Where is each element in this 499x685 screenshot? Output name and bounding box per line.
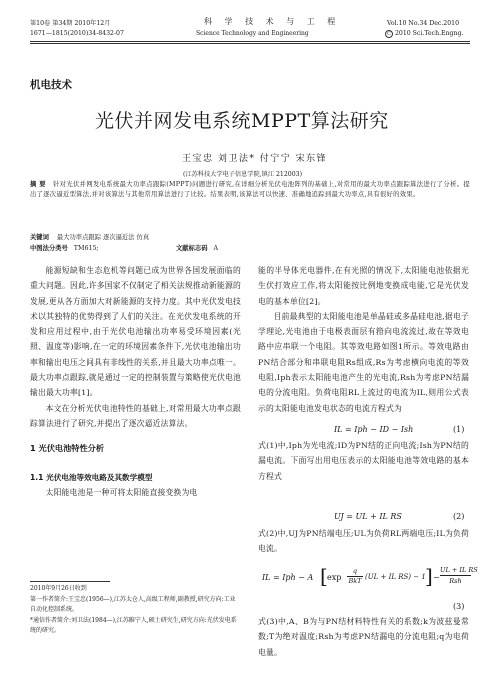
- footnote-received: 2010年9月26日收到: [30, 585, 87, 592]
- doc-code-label: 文献标志码: [176, 245, 208, 252]
- right-paragraph-2: 目前最典型的太阳能电池是单晶硅或多晶硅电池,据电子学理论,光电池由于电极表面层有箝向电流流过,故在等效电路中应串联一个电阻。其等效电路如图1所示。等效电路由PN结合部分和串联电阻Rs组成,Rs为考虑横向电流的等效电阻,Iph表示太阳能电池产生的光电流,Rsh为考虑PN结漏电的分流电阻。负荷电阻RL上流过的电流为IL,则用公式表示的太阳能电池发电状态的电流方程式为: [258, 311, 469, 413]
- equation-3-number: (3): [453, 602, 465, 611]
- equation-2: UJ = UL + IL RS: [334, 512, 402, 521]
- header-article-code: 1671—1815(2010)34-8432-07: [30, 30, 124, 37]
- abstract-block: [30, 180, 470, 200]
- eq3-exp: exp: [327, 573, 342, 582]
- footnote-corresponding-author: *通信作者简介:刘卫法(1984—),江苏睢宁人,硕士研究生,研究方向:光伏发电系统的研究。: [30, 616, 237, 634]
- header-rule-top: [30, 41, 470, 42]
- intro-paragraph-1: 能源短缺和生态危机等问题已成为世界各国发展面临的重大问题。因此,许多国家不仅制定了相关法规推动新能源的发展,更从各方面加大对新能源的支持力度。其中光伏发电技术以其独特的优势得到了人们的关注。在光伏发电系统的开发和应用过程中,由于光伏电池输出功率易受环境因素(光照、温度等)影响,在一定的环境因素条件下,光伏电池输出功率和输出电压之间具有非线性的关系,并且最大功率点唯一。最大功率点跟踪,就是通过一定的控制装置与策略使光伏电池输出最大功率[1]。: [30, 266, 241, 398]
- footnotes-block: [30, 584, 241, 637]
- eq3-bracket-open: [: [320, 564, 328, 588]
- eq3-right-den: Rsh: [449, 577, 462, 585]
- left-column-intro: [30, 263, 241, 431]
- intro-paragraph-2: 本文在分析光伏电池特性的基础上,对常用最大功率点跟踪算法进行了研究,并提出了逐次逼近法算法。: [30, 403, 241, 428]
- eq3-right-num: UL + IL RS: [440, 566, 478, 574]
- header-copyright: [385, 29, 463, 38]
- left-column-para3: [30, 485, 241, 500]
- equation-1-number: (1): [453, 425, 465, 434]
- header-vol-english: Vol.10 No.34 Dec.2010: [387, 20, 460, 27]
- right-column-text-2: [258, 438, 469, 484]
- right-column-text-4: [258, 614, 469, 660]
- article-title: 光伏并网发电系统MPPT算法研究: [95, 110, 389, 132]
- clc-value: TM615;: [73, 245, 99, 252]
- footnote-first-author: 第一作者简介:王宝忠(1956—),江苏太仓人,高级工程师,副教授,研究方向:工业自动化控制系统。: [30, 595, 236, 613]
- right-paragraph-3: 式(1)中,Iph为光电流;ID为PN结的正向电流;Ish为PN结的漏电流。下面写出用电压表示的太阳能电池等效电路的基本方程式: [258, 441, 469, 481]
- equation-3: [262, 564, 478, 600]
- equation-1: IL = Iph − ID − Ish: [334, 425, 414, 434]
- equation-2-number: (2): [453, 512, 465, 521]
- subsection-heading-1-1: 1.1 光伏电池等效电路及其数学模型: [30, 473, 153, 482]
- keywords-value: 最大功率点跟踪 逐次逼近法 仿真: [56, 234, 150, 241]
- classification-line: [30, 243, 99, 252]
- keywords-label: 关键词: [30, 234, 49, 241]
- article-authors: 王宝忠 刘卫法* 付宁宁 宋东锋: [182, 154, 328, 164]
- eq3-frac-den: BkT: [348, 577, 362, 585]
- keywords-line: [30, 232, 149, 241]
- right-column-text: [258, 263, 469, 416]
- section-tag: 机电技术: [30, 79, 72, 91]
- header-volume-info: 第10卷 第34期 2010年12月: [30, 20, 111, 27]
- eq3-inner: (UL + IL RS) − 1: [365, 573, 426, 581]
- header-journal-english: Science Technology and Engineering: [196, 30, 309, 37]
- eq3-minus: −: [433, 573, 440, 582]
- footnote-rule: [30, 581, 110, 582]
- section-paragraph-1: 太阳能电池是一种可将太阳能直接变换为电: [45, 488, 198, 497]
- eq3-bracket-close: ]: [425, 564, 433, 588]
- abstract-text: 针对光伏并网发电系统最大功率点跟踪(MPPT)问题进行研究,在详细分析光伏电池阵列的基础上,对常用的最大功率点跟踪算法进行了分析。提出了逐次逼近型算法,并对该算法与其他常用算法进行了比较。结果表明,该算法可以快速、准确地追踪到最大功率点,具有很好的效果。: [30, 181, 471, 199]
- doc-code-line: [176, 243, 218, 252]
- eq3-frac-num: q: [352, 567, 358, 575]
- right-paragraph-1: 能的半导体光电器件,在有光照的情况下,太阳能电池依据光生伏打效应工作,将太阳能按比例地变换成电能,它是光伏发电的基本单位[2]。: [258, 266, 469, 306]
- eq3-left: IL = Iph − A: [262, 573, 314, 582]
- header-rule-bottom: [30, 43, 470, 44]
- header-sci-tech: 2010 Sci.Tech.Engng.: [394, 30, 464, 37]
- right-column-text-3: [258, 526, 469, 557]
- copyright-logo: C: [385, 30, 393, 38]
- eq3-right-bar: [440, 575, 471, 576]
- doc-code-value: A: [213, 245, 219, 252]
- abstract-label: 摘 要: [30, 181, 46, 188]
- right-paragraph-5: 式(3)中,A、B为与PN结材料特性有关的系数;k为波兹曼常数;T为绝对温度;Rsh为考虑PN结漏电的分流电阻;q为电荷电量。: [258, 617, 469, 657]
- section-heading-1: 1 光伏电池特性分析: [30, 443, 105, 453]
- right-paragraph-4: 式(2)中,UJ为PN结端电压;UL为负荷RL两端电压;IL为负荷电流。: [258, 529, 469, 554]
- clc-label: 中图法分类号: [30, 245, 68, 252]
- article-affiliation: (江苏科技大学电子信息学院,镇江 212003): [183, 171, 303, 178]
- header-journal-title: 科 学 技 术 与 工 程: [204, 17, 341, 26]
